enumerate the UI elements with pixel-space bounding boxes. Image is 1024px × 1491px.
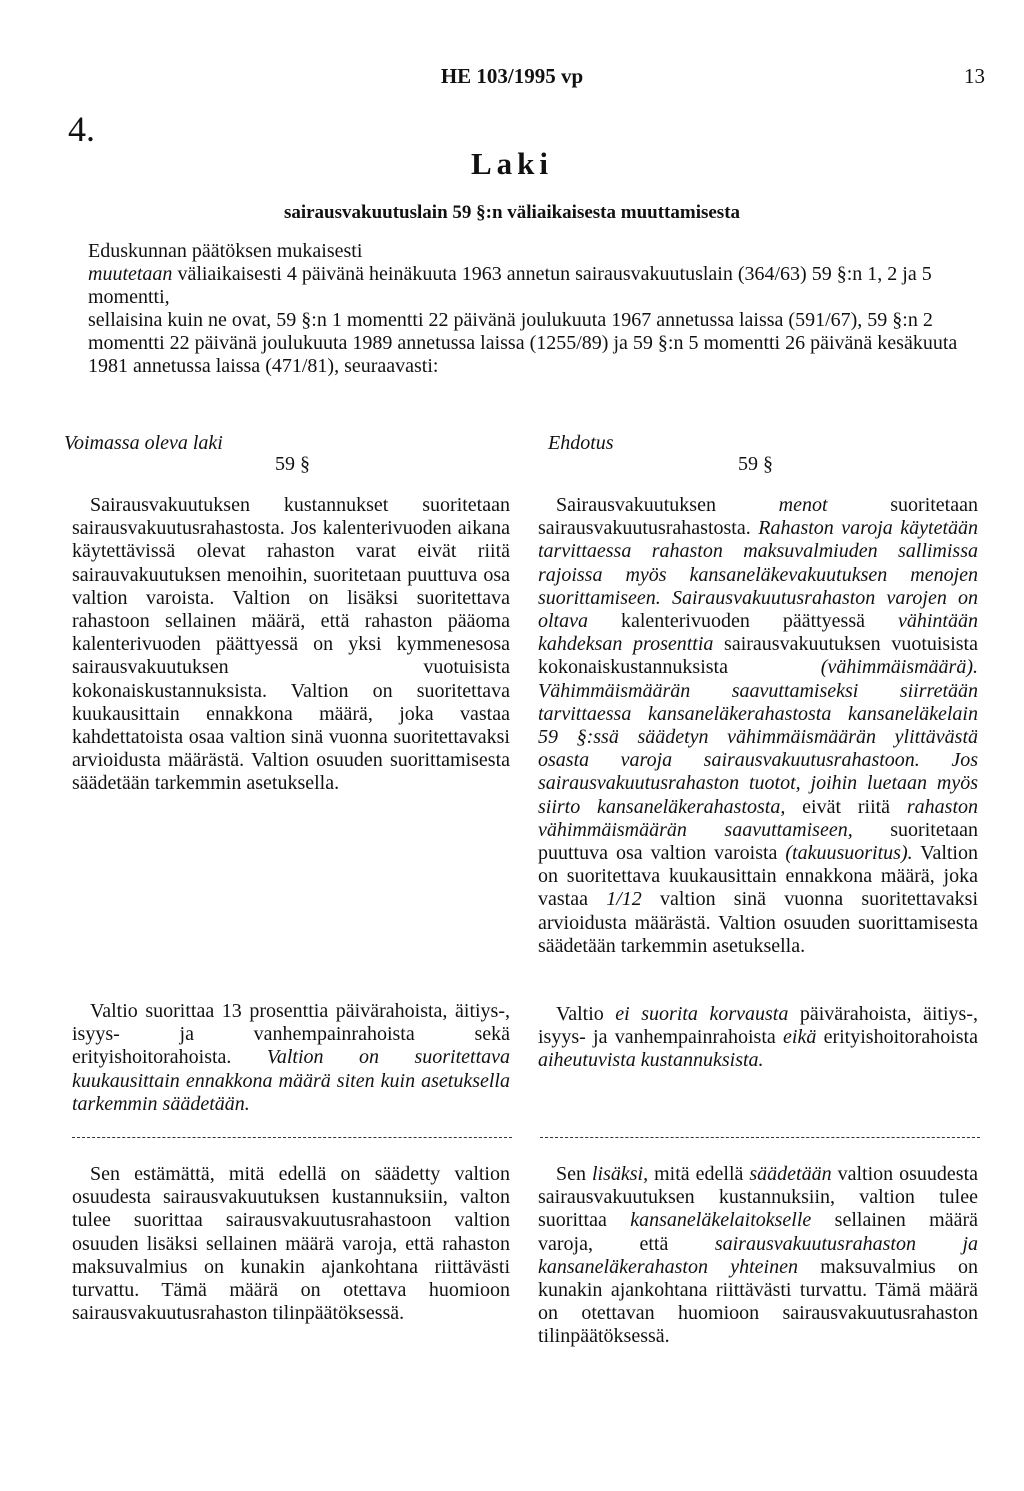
right-p3-run-4: valtion osuudesta sairausvakuutuksen kustannuksiin, valtion tulee suorittaa: [538, 1163, 979, 1232]
right-p3-run-6: sellainen määrä varoja, että: [538, 1209, 978, 1255]
intro-verb: muutetaan: [88, 263, 173, 285]
right-p1-run-13: 1/12: [606, 888, 642, 911]
right-p1-run-7: (vähimmäismäärä). Vähimmäismäärän saavuttamiseksi siirretään tarvittaessa kansaneläkerahastosta kansaneläkelain 59 §:ssä säädetyn vähimmäismäärän ylittävästä osasta varoja sairausvakuutusrahastoon. Jos sairausvakuutusrahaston tuotot, joihin luetaan myös siirto kansaneläkerahastosta,: [538, 656, 978, 818]
intro-line-1: Eduskunnan päätöksen mukaisesti: [88, 240, 363, 262]
right-p1-run-14: valtion sinä vuonna suoritettavaksi arvioidusta määrästä. Valtion osuuden suorittamisesta säädetään tarkemmin asetuksella.: [538, 888, 978, 957]
right-column-heading: Ehdotus: [548, 432, 614, 454]
intro-line-2: [88, 263, 990, 309]
right-p1-run-2: suoritetaan sairausvakuutusrahastosta.: [538, 494, 978, 540]
right-p3-run-8: maksuvalmius on kunakin ajankohtana riittävästi turvattu. Tämä määrä on otettavan huomioon sairausvakuutusrahaston tilinpäätöksessä.: [538, 1255, 979, 1348]
right-p1-run-9: rahaston vähimmäismäärän saavuttamiseen,: [538, 795, 978, 841]
right-p2-run-3: eikä: [783, 1026, 817, 1049]
right-p2-run-1: ei suorita korvausta: [615, 1003, 789, 1025]
intro-line-2-text: väliaikaisesti 4 päivänä heinäkuuta 1963 annetun sairausvakuutuslain (364/63) 59 §:n 1, 2 ja 5 momentti,: [88, 263, 932, 308]
right-paragraph-1: [538, 494, 978, 958]
right-section-mark: 59 §: [738, 453, 773, 475]
right-p3-run-0: Sen: [556, 1163, 592, 1185]
right-p2-run-0: Valtio: [556, 1003, 616, 1025]
right-p1-run-1: menot: [778, 494, 828, 516]
right-p1-run-8: eivät riitä: [785, 795, 907, 818]
law-subtitle: sairausvakuutuslain 59 §:n väliaikaisesta muuttamisesta: [283, 202, 741, 223]
left-paragraph-3: Sen estämättä, mitä edellä on säädetty valtion osuudesta sairausvakuutuksen kustannuksiin, valton tulee suorittaa sairausvakuutusrahastoon valtion osuuden lisäksi sellainen määrä varoja, että rahaston maksuvalmius on kunakin ajankohtana riittävästi turvattu. Tämä määrä on otettava huomioon sairausvakuutusrahaston tilinpäätöksessä.: [72, 1163, 510, 1325]
right-p2-run-5: aiheutuvista kustannuksista.: [538, 1049, 764, 1072]
right-paragraph-3: [538, 1163, 978, 1349]
right-p3-run-1: lisäksi,: [592, 1163, 649, 1185]
left-paragraph-2: [72, 1000, 510, 1116]
left-p2-italic: Valtion on suoritettava kuukausittain ennakkona määrä siten kuin asetuksella tarkemmin säädetään.: [72, 1046, 510, 1115]
left-column-heading: Voimassa oleva laki: [64, 432, 223, 454]
right-divider: [540, 1137, 980, 1138]
right-p2-run-4: erityishoitorahoista: [816, 1026, 978, 1049]
enacting-clause: [88, 240, 990, 378]
right-paragraph-2: [538, 1003, 978, 1073]
right-p1-run-5: vähintään kahdeksan prosenttia: [538, 610, 978, 656]
right-p1-run-4: kalenterivuoden päättyessä: [588, 610, 898, 633]
right-p3-run-2: mitä edellä: [648, 1163, 750, 1185]
left-divider: [72, 1137, 512, 1138]
left-paragraph-1: Sairausvakuutuksen kustannukset suoritetaan sairausvakuutusrahastosta. Jos kalenterivuoden aikana käytettävissä olevat rahaston varat eivät riitä sairauvakuutuksen menoihin, suoritetaan puuttuva osa valtion varoista. Valtion on lisäksi suoritettava rahastoon sellainen määrä, että rahaston pääoma kalenterivuoden päättyessä on yksi kymmenesosa sairausvakuutuksen vuotuisista kokonaiskustannuksista. Valtion on suoritettava kuukausittain ennakkona määrä, joka vastaa kahdettatoista osaa valtion sinä vuonna suoritettavaksi arvioidusta määrästä. Valtion osuuden suorittamisesta säädetään tarkemmin asetuksella.: [72, 494, 510, 795]
right-p1-run-10: suoritetaan puuttuva osa valtion varoista: [538, 818, 979, 865]
right-p1-run-3: Rahaston varoja käytetään tarvittaessa rahaston maksuvalmiuden sallimissa rajoissa myös kansaneläkevakuutuksen menojen suorittamiseen. Sairausvakuutusrahaston varojen on oltava: [538, 517, 978, 633]
right-p3-run-5: kansaneläkelaitokselle: [630, 1209, 812, 1232]
right-p3-run-7: sairausvakuutusrahaston ja kansaneläkerahaston yhteinen: [538, 1232, 978, 1278]
law-title: Laki: [470, 146, 554, 181]
right-p1-run-0: Sairausvakuutuksen: [556, 494, 779, 516]
right-p3-run-3: säädetään: [749, 1163, 832, 1185]
left-p2-text: Valtio suorittaa 13 prosenttia päivärahoista, äitiys-, isyys- ja vanhempainrahoista sekä erityishoitorahoista.: [72, 1000, 510, 1069]
right-p1-run-12: Valtion on suoritettava kuukausittain ennakkona määrä, joka vastaa: [538, 842, 978, 911]
right-p1-run-11: (takuusuoritus).: [785, 842, 913, 865]
intro-line-3: sellaisina kuin ne ovat, 59 §:n 1 momentti 22 päivänä joulukuuta 1967 annetussa laissa (591/67), 59 §:n 2 momentti 22 päivänä joulukuuta 1989 annetussa laissa (1255/89) ja 59 §:n 5 momentti 26 päivänä kesäkuuta 1981 annetussa laissa (471/81), seuraavasti:: [88, 309, 958, 377]
right-p2-run-2: päivärahoista, äitiys-, isyys- ja vanhempainrahoista: [538, 1003, 978, 1049]
page-number: 13: [964, 64, 985, 88]
left-section-mark: 59 §: [275, 453, 310, 475]
document-header: HE 103/1995 vp: [440, 64, 584, 88]
right-p1-run-6: sairausvakuutuksen vuotuisista kokonaiskustannuksista: [538, 633, 978, 679]
section-number: 4.: [68, 109, 95, 149]
